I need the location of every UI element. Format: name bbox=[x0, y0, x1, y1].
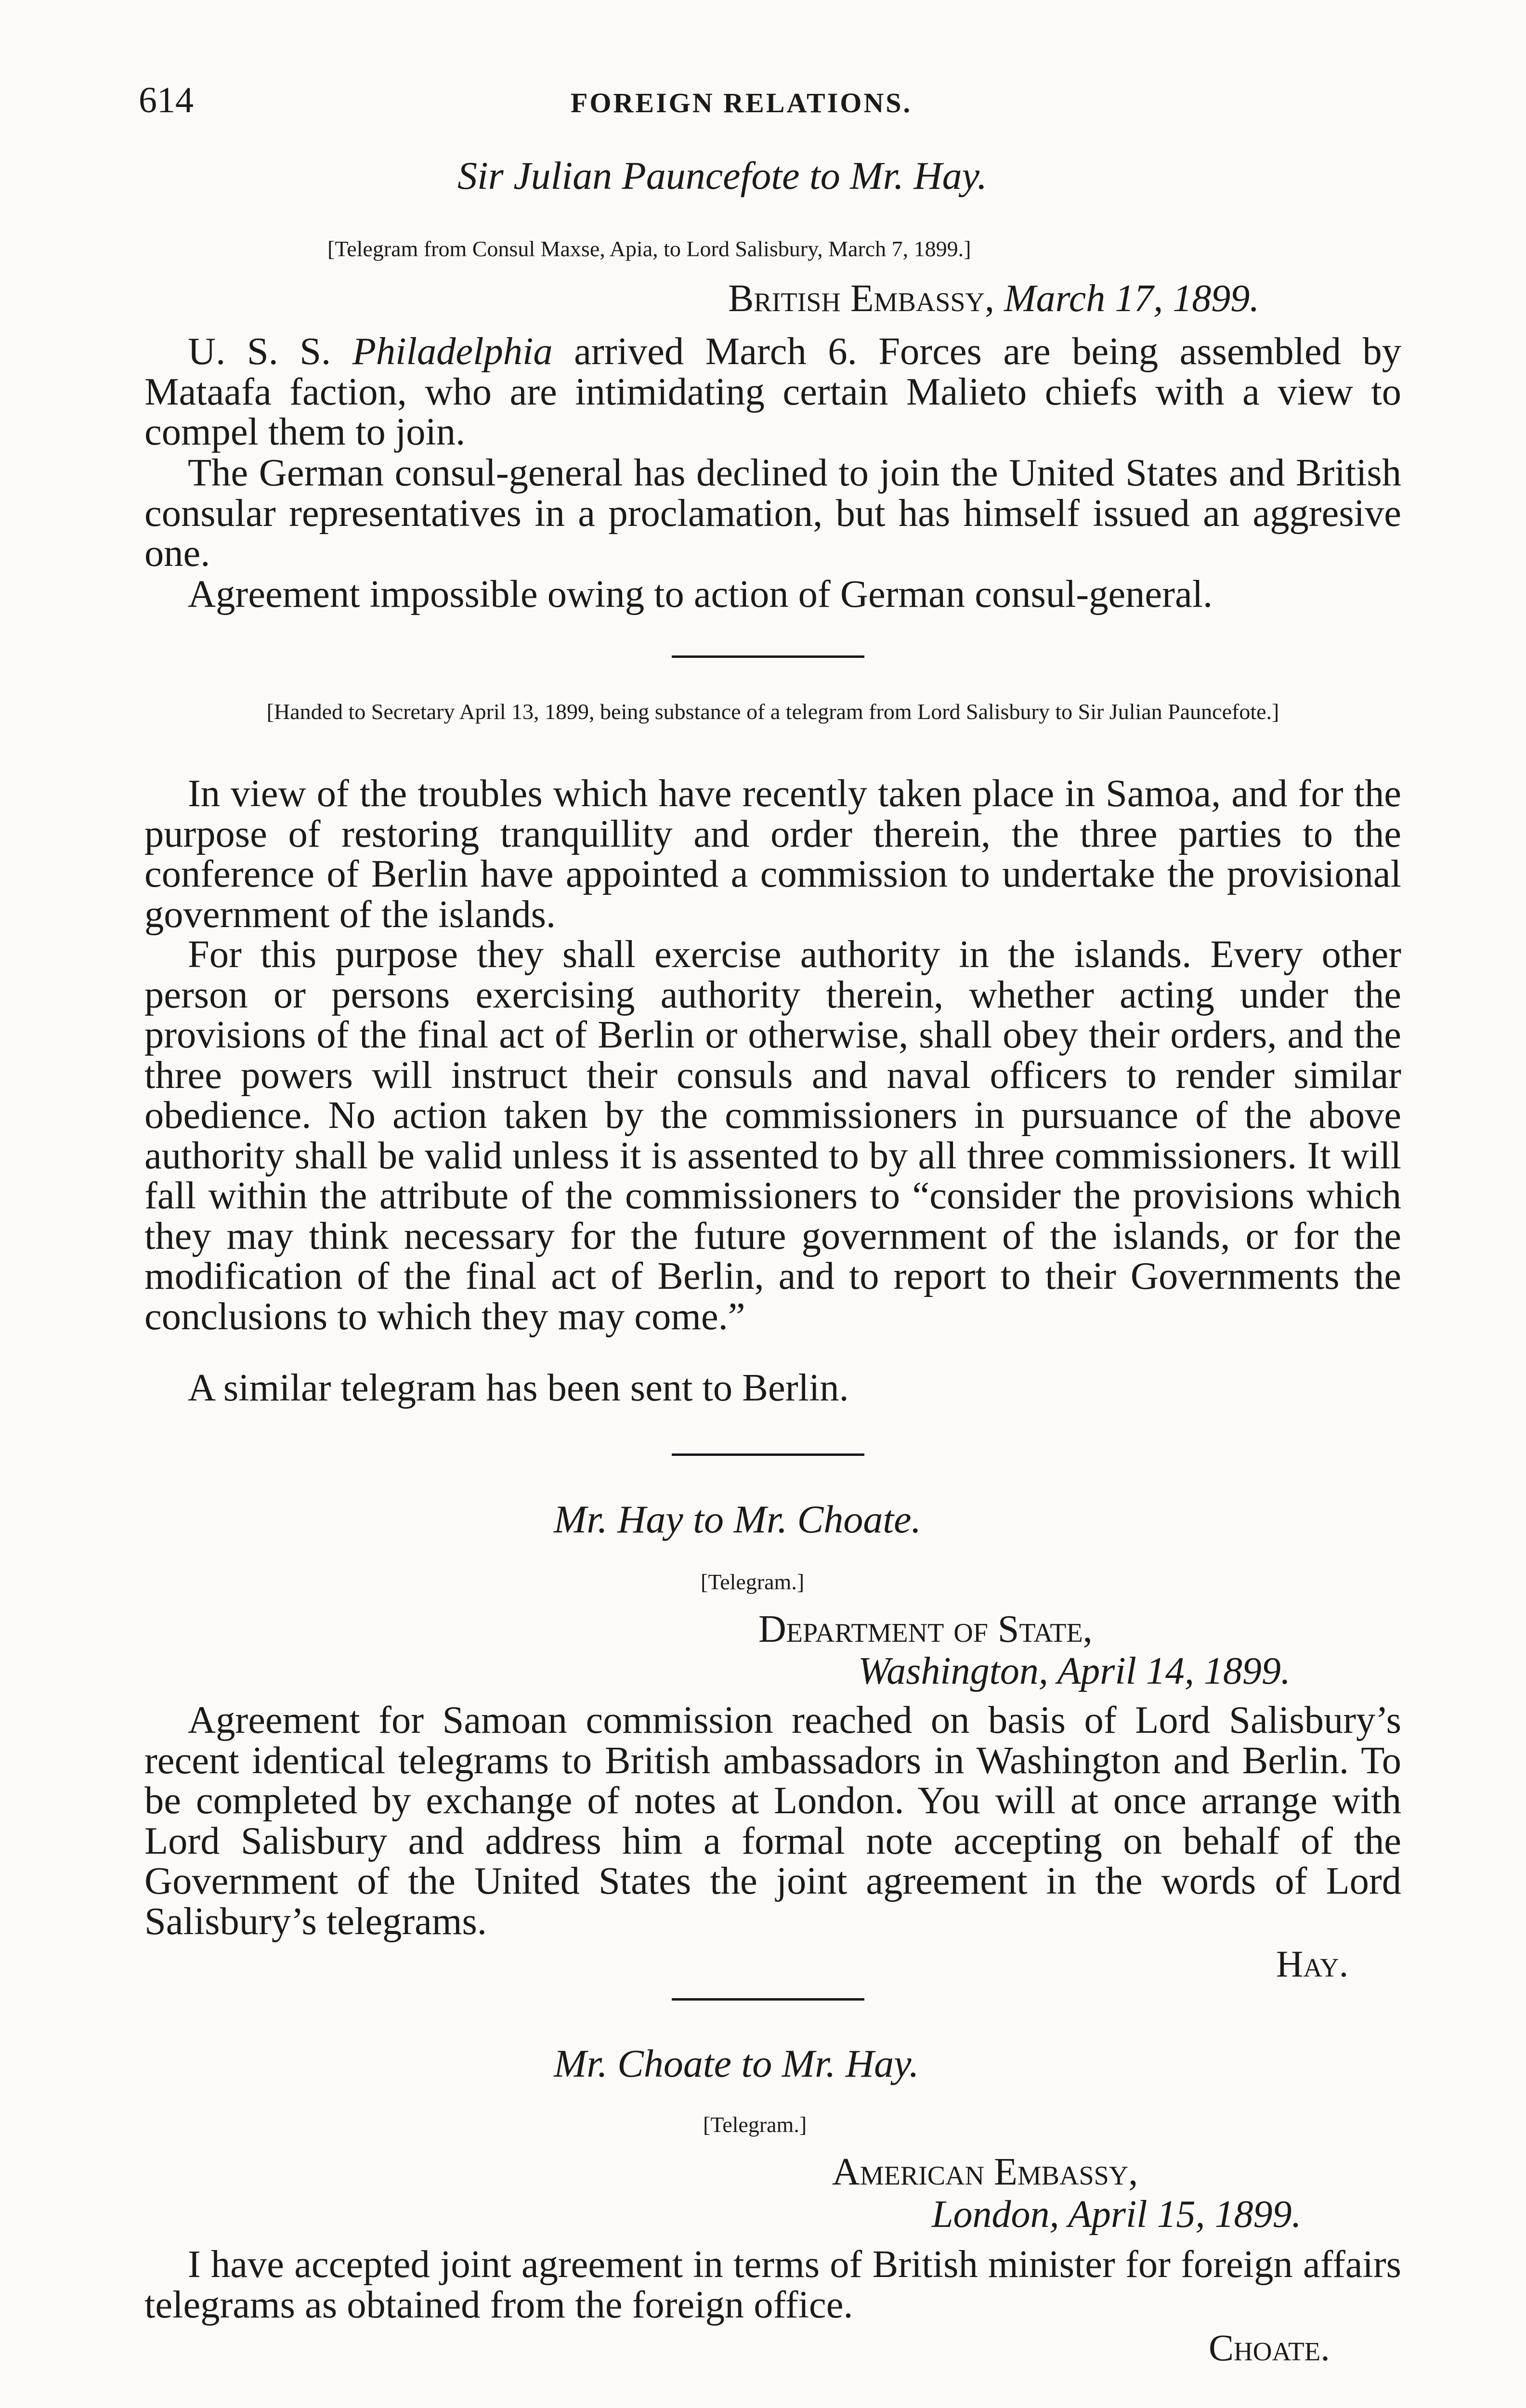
doc1-ship-name: Philadelphia bbox=[352, 330, 553, 373]
doc2-paragraph-2: For this purpose they shall exercise authority in the islands. Every other person or persons exercising authority therein, whether acting under the provisions of the final act of Berlin or otherwise, shall obey their orders, and the three powers will instruct their consuls and naval officers to render similar obedience. No action taken by the commissioners in pursuance of the above authority shall be valid unless it is assented to by all three commissioners. It will fall within the attribute of the commissioners to “consider the provisions which they may think necessary for the future government of the islands, or for the modification of the final act of Berlin, and to report to their Governments the conclusions to which they may come.” bbox=[144, 933, 1401, 1338]
doc4-place: American Embassy, bbox=[832, 2151, 1138, 2193]
doc4-note: [Telegram.] bbox=[703, 2112, 807, 2137]
doc4-paragraph-1: I have accepted joint agreement in terms of British minister for foreign affairs telegrams as obtained from the foreign office. bbox=[144, 2243, 1401, 2326]
divider-rule bbox=[672, 1453, 864, 1456]
doc1-heading: Sir Julian Pauncefote to Mr. Hay. bbox=[457, 154, 987, 197]
doc3-place: Department of State, bbox=[758, 1608, 1093, 1650]
doc4-heading: Mr. Choate to Mr. Hay. bbox=[554, 2042, 919, 2085]
doc3-note: [Telegram.] bbox=[701, 1570, 805, 1594]
divider-rule bbox=[672, 655, 864, 658]
doc4-signature: Choate. bbox=[1209, 2327, 1330, 2369]
doc3-heading: Mr. Hay to Mr. Choate. bbox=[554, 1497, 922, 1541]
doc3-paragraph-1: Agreement for Samoan commission reached on basis of Lord Salisbury’s recent identical telegrams to British ambassadors in Washington and Berlin. To be completed by exchange of notes at London. You will at once arrange with Lord Salisbury and address him a formal note accepting on behalf of the Government of the United States the joint agreement in the words of Lord Salisbury’s telegrams. bbox=[144, 1699, 1401, 1943]
doc1-p1-rest: arrived March 6. Forces are being assembled by Mataafa faction, who are intimidating certain Malieto chiefs with a view to compel them to join. bbox=[144, 330, 1402, 453]
doc4-date: London, April 15, 1899. bbox=[932, 2193, 1302, 2236]
doc1-date: March 17, 1899. bbox=[1004, 277, 1260, 320]
doc1-place: British Embassy, bbox=[728, 277, 994, 320]
doc2-note: [Handed to Secretary April 13, 1899, being substance of a telegram from Lord Salisbury to Sir Julian Pauncefote.] bbox=[266, 699, 1279, 724]
doc3-signature: Hay. bbox=[1276, 1943, 1349, 1985]
doc1-paragraph-3: Agreement impossible owing to action of German consul-general. bbox=[188, 573, 1213, 615]
doc1-paragraph-1 bbox=[144, 331, 1401, 452]
doc2-paragraph-1: In view of the troubles which have recently taken place in Samoa, and for the purpose of restoring tranquillity and order therein, the three parties to the conference of Berlin have appointed a commission to undertake the provisional government of the islands. bbox=[144, 772, 1401, 936]
doc2-paragraph-3: A similar telegram has been sent to Berlin. bbox=[188, 1366, 849, 1409]
doc1-dateline bbox=[728, 277, 1259, 321]
running-title: FOREIGN RELATIONS. bbox=[571, 87, 913, 118]
page-number: 614 bbox=[139, 80, 194, 120]
divider-rule bbox=[672, 1998, 864, 2001]
doc1-ship-prefix: U. S. S. bbox=[188, 330, 331, 373]
doc1-paragraph-2: The German consul-general has declined to join the United States and British consular representatives in a proclamation, but has himself issued an aggresive one. bbox=[144, 451, 1401, 575]
doc3-date: Washington, April 14, 1899. bbox=[858, 1650, 1291, 1692]
doc1-note: [Telegram from Consul Maxse, Apia, to Lord Salisbury, March 7, 1899.] bbox=[327, 236, 971, 261]
